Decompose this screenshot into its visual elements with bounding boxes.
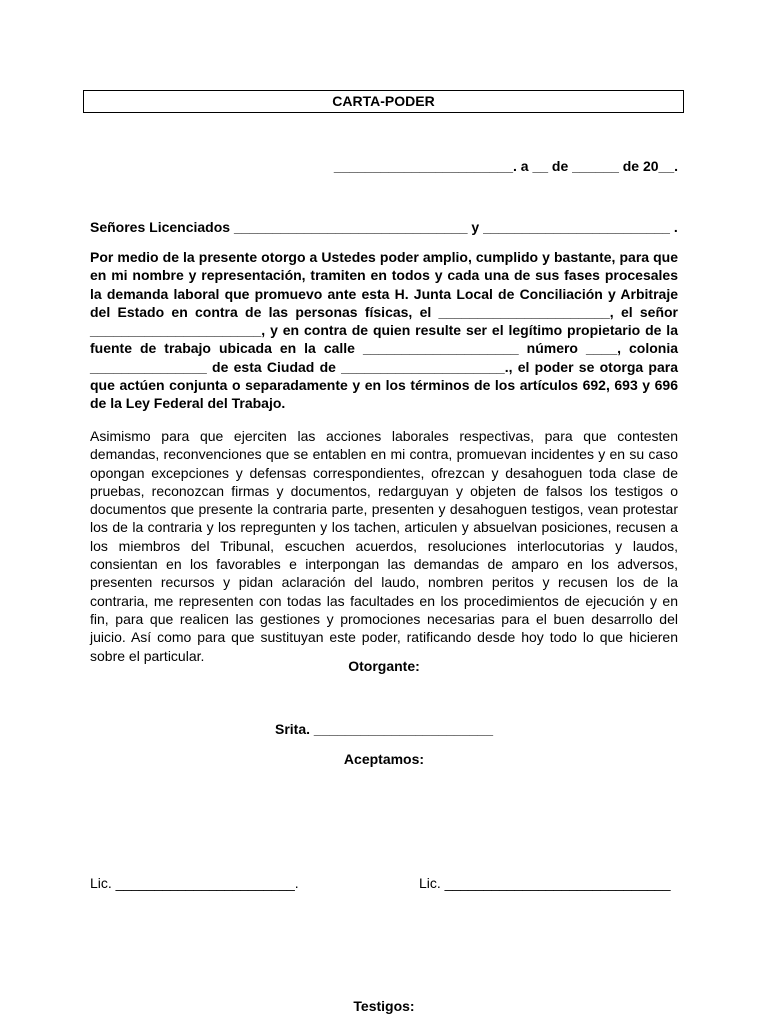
lic-signature-left: Lic. _______________________. xyxy=(90,875,299,891)
lic-signature-right: Lic. _____________________________ xyxy=(419,875,671,891)
place-date-line: _______________________. a __ de ______ de 20__. xyxy=(333,158,678,174)
testigos-label: Testigos: xyxy=(353,998,415,1014)
aceptamos-label: Aceptamos: xyxy=(343,751,425,767)
powers-detail-paragraph: Asimismo para que ejerciten las acciones laborales respectivas, para que contesten demandas, reconvenciones que se entablen en mi contra, promuevan incidentes y en su caso opongan excepciones y defensas correspondientes, ofrezcan y desahoguen toda clase de pruebas, reconozcan firmas y documentos, redarguyan y objeten de falsos los testigos o documentos que presente la contraria parte, presenten y desahoguen testigos, vean protestar los de la contraria y los repregunten y los tachen, articulen y absuelvan posiciones, recusen a los miembros del Tribunal, escuchen acuerdos, resoluciones interlocutorias y laudos, consientan en los favorables e interpongan las demandas de amparo en los adversos, presenten recursos y pidan aclaración del laudo, nombren peritos y recusen los de la contraria, me representen con todas las facultades en los procedimientos de ejecución y en fin, para que realicen las gestiones y promociones necesarias para el buen desarrollo del juicio. Así como para que sustituyan este poder, ratificando desde hoy todo lo que hicieren sobre el particular. xyxy=(90,428,678,664)
addressee-line: Señores Licenciados ______________________________ y ________________________ . xyxy=(90,219,678,235)
otorgante-label: Otorgante: xyxy=(348,658,420,674)
power-grant-paragraph: Por medio de la presente otorgo a Ustedes poder amplio, cumplido y bastante, para que en mi nombre y representación, tramiten en todos y cada una de sus fases procesales la demanda laboral que promuevo ante esta H. Junta Local de Conciliación y Arbitraje del Estado en contra de las personas físicas, el ______________________, el señor ______________________, y en contra de quien resulte ser el legítimo propietario de la fuente de trabajo ubicada en la calle ____________________ número ____, colonia _______________ de esta Ciudad de _____________________., el poder se otorga para que actúen conjunta o separadamente y en los términos de los artículos 692, 693 y 696 de la Ley Federal del Trabajo. xyxy=(90,249,678,412)
srita-signature-line: Srita. _______________________ xyxy=(275,721,493,737)
document-title: CARTA-PODER xyxy=(83,90,684,113)
